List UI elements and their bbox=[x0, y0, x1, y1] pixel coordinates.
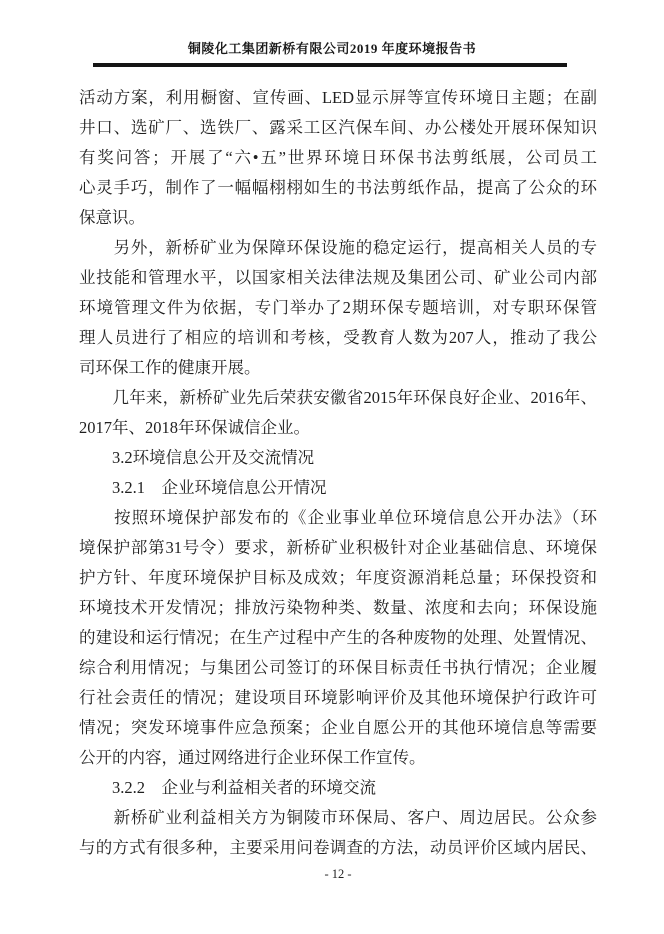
body-text-line: 新桥矿业利益相关方为铜陵市环保局、客户、周边居民。公众参 bbox=[79, 808, 597, 827]
body-text-line: 心灵手巧，制作了一幅幅栩栩如生的书法剪纸作品，提高了公众的环 bbox=[79, 178, 597, 197]
body-text-line: 行社会责任的情况；建设项目环境影响评价及其他环境保护行政许可 bbox=[79, 688, 597, 707]
body-text-line: 公开的内容，通过网络进行企业环保工作宣传。 bbox=[79, 748, 426, 767]
section-heading-line: 3.2环境信息公开及交流情况 bbox=[79, 448, 315, 467]
body-text-line: 环境技术开发情况；排放污染物种类、数量、浓度和去向；环保设施 bbox=[79, 598, 597, 617]
body-text-line: 活动方案，利用橱窗、宣传画、LED显示屏等宣传环境日主题；在副 bbox=[79, 88, 597, 107]
header-rule-divider bbox=[93, 63, 567, 67]
body-text-line: 情况；突发环境事件应急预案；企业自愿公开的其他环境信息等需要 bbox=[79, 718, 597, 737]
body-text-line: 环境管理文件为依据，专门举办了2期环保专题培训，对专职环保管 bbox=[79, 298, 597, 317]
page-number: - 12 - bbox=[324, 867, 352, 881]
body-text-line: 有奖问答；开展了“六•五”世界环境日环保书法剪纸展，公司员工 bbox=[79, 148, 597, 167]
body-text-line: 理人员进行了相应的培训和考核，受教育人数为207人，推动了我公 bbox=[79, 328, 597, 347]
body-text-line: 2017年、2018年环保诚信企业。 bbox=[79, 418, 310, 437]
body-text-line: 业技能和管理水平，以国家相关法律法规及集团公司、矿业公司内部 bbox=[79, 268, 597, 287]
body-text-line: 井口、选矿厂、选铁厂、露采工区汽保车间、办公楼处开展环保知识 bbox=[79, 118, 597, 137]
body-text-line: 护方针、年度环境保护目标及成效；年度资源消耗总量；环保投资和 bbox=[79, 568, 597, 587]
body-text-line: 保意识。 bbox=[79, 208, 145, 227]
body-text-line: 与的方式有很多种，主要采用问卷调查的方法，动员评价区域内居民、 bbox=[79, 838, 597, 857]
section-heading-line: 3.2.1 企业环境信息公开情况 bbox=[79, 478, 327, 497]
body-text-line: 另外，新桥矿业为保障环保设施的稳定运行，提高相关人员的专 bbox=[79, 238, 597, 257]
body-text-line: 综合利用情况；与集团公司签订的环保目标责任书执行情况；企业履 bbox=[79, 658, 597, 677]
body-text-line: 境保护部第31号令）要求，新桥矿业积极针对企业基础信息、环境保 bbox=[79, 538, 597, 557]
section-heading-line: 3.2.2 企业与利益相关者的环境交流 bbox=[79, 778, 376, 797]
body-text-line: 几年来，新桥矿业先后荣获安徽省2015年环保良好企业、2016年、 bbox=[79, 388, 597, 407]
document-body bbox=[79, 83, 597, 863]
page-header-title: 铜陵化工集团新桥有限公司2019 年度环境报告书 bbox=[187, 41, 477, 56]
body-text-line: 的建设和运行情况；在生产过程中产生的各种废物的处理、处置情况、 bbox=[79, 628, 597, 647]
body-text-line: 司环保工作的健康开展。 bbox=[79, 358, 261, 377]
body-text-line: 按照环境保护部发布的《企业事业单位环境信息公开办法》（环 bbox=[79, 508, 597, 527]
